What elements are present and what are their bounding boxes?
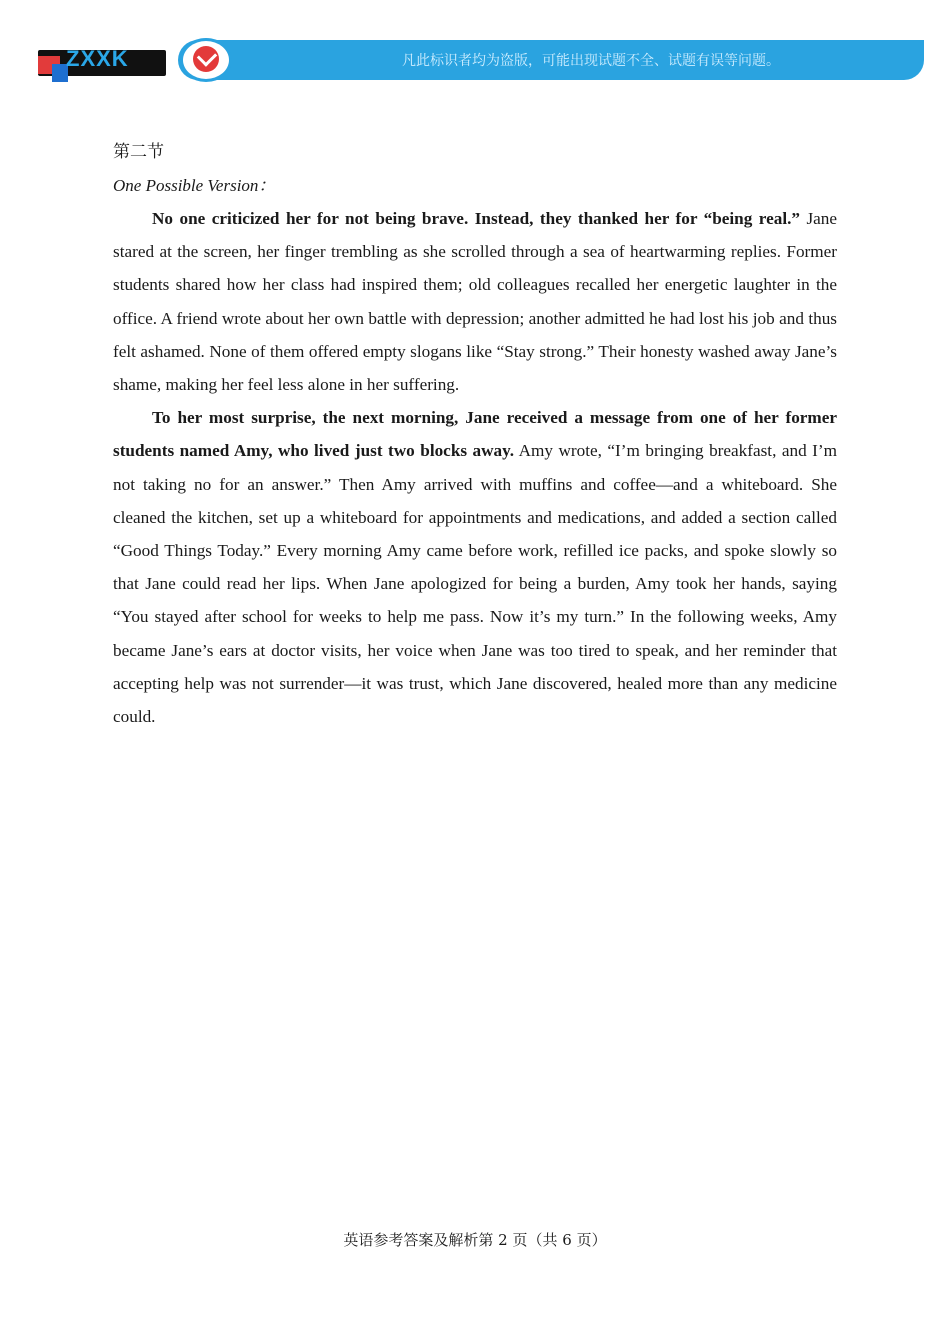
section-title: 第二节 (113, 142, 164, 162)
paragraph-2 (113, 401, 837, 733)
page-header (0, 0, 950, 90)
paragraph-2-bold-lead: To her most surprise, the next morning, Jane received a message from one of her former students named Amy, who lived just two blocks away. (113, 408, 837, 461)
paragraph-1 (113, 202, 837, 401)
version-label: One Possible Version： (113, 176, 276, 195)
paragraph-1-bold-lead: No one criticized her for not being brave. Instead, they thanked her for “being real.” (152, 209, 800, 228)
document-body (113, 136, 837, 733)
page-footer: 英语参考答案及解析第 2 页（共 6 页） (343, 1231, 607, 1249)
banner-notice-text: 凡此标识者均为盗版，可能出现试题不全、试题有误等问题。 (402, 53, 780, 69)
logo-text: ZXXK (66, 46, 129, 71)
paragraph-1-text: Jane stared at the screen, her finger trembling as she scrolled through a sea of heartwarming replies. Former students shared how her class had inspired them; old colleagues recalled her energetic laughter in the office. A friend wrote about her own battle with depression; another admitted he had lost his job and thus felt ashamed. None of them offered empty slogans like “Stay strong.” Their honesty washed away Jane’s shame, making her feel less alone in her suffering. (113, 209, 838, 395)
paragraph-2-text: Amy wrote, “I’m bringing breakfast, and I’m not taking no for an answer.” Then Amy arrived with muffins and coffee—and a whiteboard. She cleaned the kitchen, set up a whiteboard for appointments and medications, and added a section called “Good Things Today.” Every morning Amy came before work, refilled ice packs, and spoke slowly so that Jane could read her lips. When Jane apologized for being a burden, Amy took her hands, saying “You stayed after school for weeks to help me pass. Now it’s my turn.” In the following weeks, Amy became Jane’s ears at doctor visits, her voice when Jane was too tired to speak, and her reminder that accepting help was not surrender—it was trust, which Jane discovered, healed more than any medicine could. (113, 441, 837, 727)
